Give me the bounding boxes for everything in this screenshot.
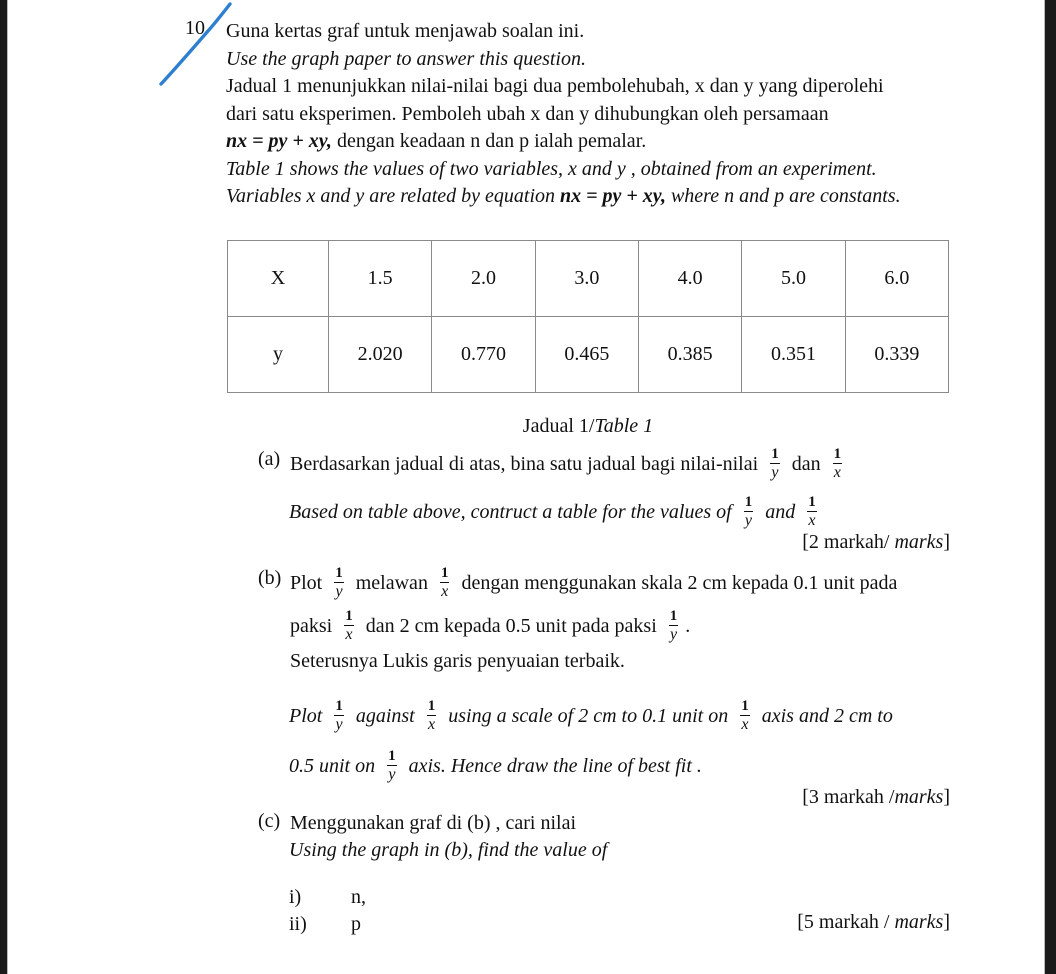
scan-edge-left xyxy=(0,0,7,974)
list-item xyxy=(289,911,366,938)
part-c-sub-items xyxy=(289,884,366,938)
cell-x-4: 4.0 xyxy=(638,241,741,317)
fraction-one-over-y: $\frac{1}{y}$ xyxy=(388,748,396,784)
part-a-en-text: Based on table above, contruct a table for the values of xyxy=(289,500,732,523)
equation-ms: nx = py + xy, xyxy=(226,130,332,152)
part-a-marks: [2 markah/ marks] xyxy=(802,531,950,553)
part-a-marker: (a) xyxy=(258,448,281,470)
intro-line-1: Guna kertas graf untuk menjawab soalan ini. xyxy=(226,20,585,42)
fraction-one-over-x: $\frac{1}{x}$ xyxy=(427,698,436,734)
part-b-en-2b: axis. Hence draw the line of best fit . xyxy=(408,754,702,777)
scan-edge-seam-right xyxy=(1044,0,1045,974)
cell-y-5: 0.351 xyxy=(742,317,845,393)
part-c-marks: [5 markah / marks] xyxy=(797,911,950,933)
row-label-x: X xyxy=(228,241,329,317)
sub-item-label-n: n, xyxy=(351,886,366,908)
part-b-ms-1a: Plot xyxy=(290,571,323,594)
cell-x-2: 2.0 xyxy=(432,241,535,317)
cell-x-6: 6.0 xyxy=(845,241,948,317)
intro-line-2: Use the graph paper to answer this question. xyxy=(226,47,586,70)
part-a-en-conj: and xyxy=(765,500,796,523)
part-a-ms-conj: dan xyxy=(791,452,821,475)
equation-en: nx = py + xy, xyxy=(560,185,666,207)
fraction-one-over-x: $\frac{1}{x}$ xyxy=(440,565,449,601)
caption-en: Table 1 xyxy=(594,415,654,437)
part-b-ms-1c: dengan menggunakan skala 2 cm kepada 0.1 unit pada xyxy=(461,571,898,594)
fraction-one-over-x: $\frac{1}{x}$ xyxy=(741,698,749,734)
part-b-en-line-1 xyxy=(289,700,979,735)
part-b-ms-2b: dan 2 cm kepada 0.5 unit pada paksi xyxy=(365,614,657,637)
intro-en-line-2 xyxy=(226,183,966,211)
cell-x-3: 3.0 xyxy=(535,241,638,317)
fraction-one-over-x: $\frac{1}{x}$ xyxy=(808,494,816,530)
part-b-marker: (b) xyxy=(258,567,282,589)
fraction-one-over-x: $\frac{1}{x}$ xyxy=(345,608,353,644)
intro-line-4: dari satu eksperimen. Pemboleh ubah x dan y dihubungkan oleh persamaan xyxy=(226,102,829,125)
fraction-one-over-y: $\frac{1}{y}$ xyxy=(669,608,678,644)
data-table xyxy=(227,240,949,393)
cell-y-1: 2.020 xyxy=(329,317,432,393)
intro-en-line-1: Table 1 shows the values of two variables, x and y , obtained from an experiment. xyxy=(226,157,877,180)
part-b-en-line-2 xyxy=(289,750,979,785)
part-b-en-2a: 0.5 unit on xyxy=(289,754,376,777)
fraction-one-over-y: $\frac{1}{y}$ xyxy=(771,446,779,482)
question-intro xyxy=(226,18,966,211)
cell-y-4: 0.385 xyxy=(638,317,741,393)
cell-y-3: 0.465 xyxy=(535,317,638,393)
equation-ms-suffix: dengan keadaan n dan p ialah pemalar. xyxy=(331,130,647,152)
part-b-ms-line-2 xyxy=(290,610,980,645)
fraction-one-over-y: $\frac{1}{y}$ xyxy=(335,565,343,601)
part-a-ms-text: Berdasarkan jadual di atas, bina satu jadual bagi nilai-nilai xyxy=(290,452,759,475)
scan-edge-seam-left xyxy=(7,0,8,974)
part-b-en-1a: Plot xyxy=(289,704,323,727)
cell-y-2: 0.770 xyxy=(432,317,535,393)
intro-en-line-2-suffix: where n and p are constants. xyxy=(665,185,901,207)
part-b-ms-line-1 xyxy=(290,567,980,602)
part-b-ms-line-3: Seterusnya Lukis garis penyuaian terbaik. xyxy=(290,650,625,672)
sub-item-number-i: i) xyxy=(289,886,302,908)
part-c-marker: (c) xyxy=(258,810,281,832)
part-b-marks: [3 markah /marks] xyxy=(802,786,950,808)
part-a-ms xyxy=(290,448,970,483)
question-number: 10 xyxy=(185,17,205,39)
part-b-ms-2c: . xyxy=(685,614,691,637)
fraction-one-over-y: $\frac{1}{y}$ xyxy=(335,698,343,734)
caption-ms: Jadual 1/ xyxy=(522,415,595,437)
table-row xyxy=(228,241,949,317)
part-a-en xyxy=(289,496,969,531)
sub-item-label-p: p xyxy=(351,913,361,935)
fraction-one-over-y: $\frac{1}{y}$ xyxy=(744,494,753,530)
part-b-en-1c: using a scale of 2 cm to 0.1 unit on xyxy=(448,704,729,727)
part-b-ms-1b: melawan xyxy=(355,571,428,594)
row-label-y: y xyxy=(228,317,329,393)
part-b-en-1d: axis and 2 cm to xyxy=(761,704,893,727)
part-c-en: Using the graph in (b), find the value of xyxy=(289,839,608,861)
part-c-ms: Menggunakan graf di (b) , cari nilai xyxy=(290,812,577,834)
list-item xyxy=(289,884,366,911)
scan-edge-right xyxy=(1045,0,1056,974)
table-caption xyxy=(0,415,1056,438)
table-row xyxy=(228,317,949,393)
sub-item-number-ii: ii) xyxy=(289,913,307,935)
cell-x-1: 1.5 xyxy=(329,241,432,317)
intro-en-line-2-prefix: Variables x and y are related by equation xyxy=(226,185,561,207)
part-b-ms-2a: paksi xyxy=(290,614,333,637)
intro-line-3: Jadual 1 menunjukkan nilai-nilai bagi dua pembolehubah, x dan y yang diperolehi xyxy=(226,75,884,97)
intro-equation-line xyxy=(226,128,966,156)
cell-y-6: 0.339 xyxy=(845,317,948,393)
part-b-en-1b: against xyxy=(355,704,415,727)
fraction-one-over-x: $\frac{1}{x}$ xyxy=(833,446,842,482)
cell-x-5: 5.0 xyxy=(742,241,845,317)
